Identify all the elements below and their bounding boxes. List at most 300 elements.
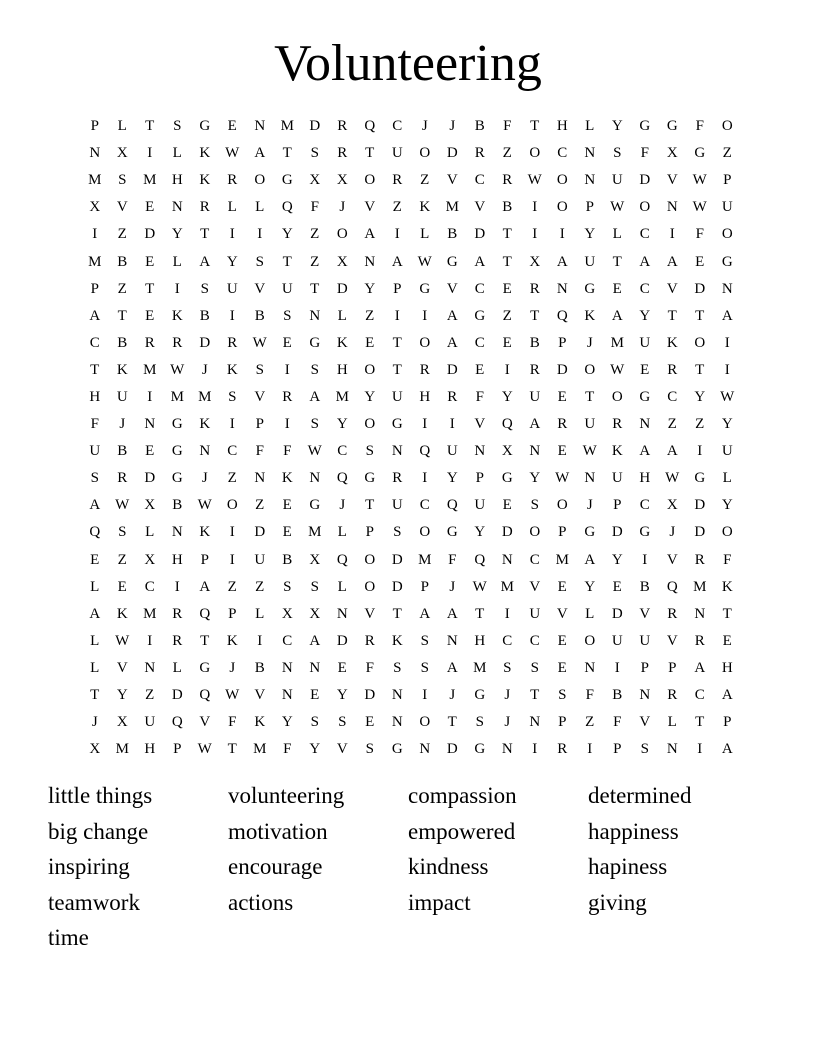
grid-letter[interactable]: M xyxy=(693,578,707,595)
grid-letter[interactable]: R xyxy=(227,334,238,351)
grid-letter[interactable]: Z xyxy=(392,199,402,216)
grid-letter[interactable]: K xyxy=(199,145,211,162)
grid-letter[interactable]: U xyxy=(446,443,458,460)
grid-letter[interactable]: O xyxy=(639,199,651,216)
grid-letter[interactable]: O xyxy=(419,334,431,351)
grid-letter[interactable]: I xyxy=(724,334,730,351)
grid-letter[interactable]: T xyxy=(365,497,375,514)
grid-letter[interactable]: I xyxy=(669,226,675,243)
grid-letter[interactable]: C xyxy=(474,334,485,351)
grid-letter[interactable]: F xyxy=(723,551,732,568)
grid-letter[interactable]: I xyxy=(284,361,290,378)
grid-letter[interactable]: W xyxy=(225,687,240,704)
grid-letter[interactable]: T xyxy=(310,280,320,297)
grid-letter[interactable]: Q xyxy=(419,443,431,460)
grid-letter[interactable]: U xyxy=(254,551,266,568)
grid-letter[interactable]: L xyxy=(612,226,622,243)
grid-letter[interactable]: N xyxy=(281,687,293,704)
grid-letter[interactable]: E xyxy=(145,443,155,460)
grid-letter[interactable]: O xyxy=(556,172,568,189)
grid-letter[interactable]: C xyxy=(557,145,568,162)
grid-letter[interactable]: M xyxy=(473,659,487,676)
grid-letter[interactable]: A xyxy=(446,659,458,676)
grid-letter[interactable]: C xyxy=(529,551,540,568)
grid-letter[interactable]: E xyxy=(557,659,567,676)
grid-letter[interactable]: I xyxy=(449,416,455,433)
grid-letter[interactable]: A xyxy=(666,253,678,270)
grid-letter[interactable]: M xyxy=(198,388,212,405)
grid-letter[interactable]: P xyxy=(475,470,484,487)
grid-letter[interactable]: F xyxy=(695,226,704,243)
grid-letter[interactable]: P xyxy=(640,659,649,676)
grid-letter[interactable]: F xyxy=(640,145,649,162)
grid-letter[interactable]: I xyxy=(422,470,428,487)
grid-letter[interactable]: Y xyxy=(364,388,376,405)
grid-letter[interactable]: U xyxy=(529,388,541,405)
grid-letter[interactable]: A xyxy=(446,307,458,324)
grid-letter[interactable]: W xyxy=(307,443,322,460)
grid-letter[interactable]: U xyxy=(584,416,596,433)
grid-letter[interactable]: Y xyxy=(336,416,348,433)
grid-letter[interactable]: V xyxy=(446,172,458,189)
grid-letter[interactable]: E xyxy=(695,253,705,270)
grid-letter[interactable]: B xyxy=(254,659,265,676)
grid-letter[interactable]: K xyxy=(171,307,183,324)
grid-letter[interactable]: P xyxy=(558,524,567,541)
grid-letter[interactable]: M xyxy=(445,199,459,216)
grid-letter[interactable]: O xyxy=(254,172,266,189)
grid-letter[interactable]: T xyxy=(530,307,540,324)
grid-letter[interactable]: S xyxy=(200,280,209,297)
grid-letter[interactable]: O xyxy=(721,524,733,541)
grid-letter[interactable]: R xyxy=(694,632,705,649)
grid-letter[interactable]: L xyxy=(585,118,595,135)
grid-letter[interactable]: V xyxy=(254,388,266,405)
grid-letter[interactable]: S xyxy=(420,659,429,676)
grid-letter[interactable]: M xyxy=(555,551,569,568)
grid-letter[interactable]: P xyxy=(723,714,732,731)
grid-letter[interactable]: N xyxy=(419,741,431,758)
grid-letter[interactable]: M xyxy=(308,524,322,541)
grid-letter[interactable]: T xyxy=(530,118,540,135)
grid-letter[interactable]: Q xyxy=(336,470,348,487)
grid-letter[interactable]: N xyxy=(639,687,651,704)
grid-letter[interactable]: D xyxy=(391,551,403,568)
grid-letter[interactable]: X xyxy=(116,714,128,731)
grid-letter[interactable]: K xyxy=(116,605,128,622)
grid-letter[interactable]: S xyxy=(475,714,484,731)
grid-letter[interactable]: N xyxy=(309,659,321,676)
grid-letter[interactable]: N xyxy=(666,199,678,216)
grid-letter[interactable]: T xyxy=(502,253,512,270)
grid-letter[interactable]: I xyxy=(92,226,98,243)
grid-letter[interactable]: Y xyxy=(171,226,183,243)
grid-letter[interactable]: V xyxy=(364,199,376,216)
grid-letter[interactable]: N xyxy=(584,470,596,487)
grid-letter[interactable]: R xyxy=(667,687,678,704)
grid-letter[interactable]: B xyxy=(447,226,458,243)
grid-letter[interactable]: K xyxy=(254,714,266,731)
grid-letter[interactable]: N xyxy=(144,416,156,433)
grid-letter[interactable]: W xyxy=(720,388,735,405)
grid-letter[interactable]: I xyxy=(422,307,428,324)
grid-letter[interactable]: P xyxy=(558,714,567,731)
grid-letter[interactable]: Z xyxy=(310,253,320,270)
grid-letter[interactable]: G xyxy=(309,334,321,351)
grid-letter[interactable]: W xyxy=(225,145,240,162)
grid-letter[interactable]: L xyxy=(172,145,182,162)
grid-letter[interactable]: P xyxy=(90,118,99,135)
grid-letter[interactable]: I xyxy=(559,226,565,243)
grid-letter[interactable]: E xyxy=(557,578,567,595)
grid-letter[interactable]: H xyxy=(171,551,183,568)
grid-letter[interactable]: Y xyxy=(336,687,348,704)
grid-letter[interactable]: Y xyxy=(446,470,458,487)
grid-letter[interactable]: G xyxy=(446,524,458,541)
grid-letter[interactable]: O xyxy=(529,145,541,162)
grid-letter[interactable]: I xyxy=(284,416,290,433)
grid-letter[interactable]: E xyxy=(612,280,622,297)
grid-letter[interactable]: P xyxy=(365,524,374,541)
grid-letter[interactable]: O xyxy=(419,714,431,731)
grid-letter[interactable]: Q xyxy=(474,551,486,568)
grid-letter[interactable]: E xyxy=(722,632,732,649)
grid-letter[interactable]: T xyxy=(530,687,540,704)
grid-letter[interactable]: X xyxy=(666,145,678,162)
grid-letter[interactable]: B xyxy=(117,334,128,351)
grid-letter[interactable]: S xyxy=(613,145,622,162)
grid-letter[interactable]: J xyxy=(449,578,456,595)
grid-letter[interactable]: L xyxy=(722,470,732,487)
grid-letter[interactable]: E xyxy=(640,361,650,378)
grid-letter[interactable]: C xyxy=(419,497,430,514)
grid-letter[interactable]: J xyxy=(339,497,346,514)
grid-letter[interactable]: P xyxy=(558,334,567,351)
grid-letter[interactable]: B xyxy=(612,687,623,704)
grid-letter[interactable]: Z xyxy=(255,497,265,514)
grid-letter[interactable]: O xyxy=(611,388,623,405)
grid-letter[interactable]: B xyxy=(502,199,513,216)
grid-letter[interactable]: T xyxy=(117,307,127,324)
grid-letter[interactable]: A xyxy=(666,443,678,460)
grid-letter[interactable]: T xyxy=(392,334,402,351)
grid-letter[interactable]: X xyxy=(309,551,321,568)
grid-letter[interactable]: Q xyxy=(364,118,376,135)
grid-letter[interactable]: T xyxy=(447,714,457,731)
grid-letter[interactable]: V xyxy=(116,659,128,676)
grid-letter[interactable]: N xyxy=(391,443,403,460)
grid-letter[interactable]: M xyxy=(143,361,157,378)
grid-letter[interactable]: X xyxy=(336,253,348,270)
grid-letter[interactable]: G xyxy=(391,741,403,758)
grid-letter[interactable]: P xyxy=(668,659,677,676)
grid-letter[interactable]: N xyxy=(501,551,513,568)
grid-letter[interactable]: N xyxy=(171,199,183,216)
grid-letter[interactable]: Y xyxy=(721,416,733,433)
grid-letter[interactable]: W xyxy=(555,470,570,487)
grid-letter[interactable]: G xyxy=(501,470,513,487)
grid-letter[interactable]: H xyxy=(639,470,651,487)
grid-letter[interactable]: P xyxy=(228,605,237,622)
grid-letter[interactable]: G xyxy=(171,416,183,433)
grid-letter[interactable]: E xyxy=(557,443,567,460)
grid-letter[interactable]: G xyxy=(721,253,733,270)
grid-letter[interactable]: D xyxy=(556,361,568,378)
grid-letter[interactable]: N xyxy=(281,659,293,676)
grid-letter[interactable]: D xyxy=(501,524,513,541)
grid-letter[interactable]: Y xyxy=(694,388,706,405)
grid-letter[interactable]: U xyxy=(611,470,623,487)
grid-letter[interactable]: A xyxy=(391,253,403,270)
grid-letter[interactable]: E xyxy=(282,524,292,541)
grid-letter[interactable]: J xyxy=(449,687,456,704)
grid-letter[interactable]: U xyxy=(611,632,623,649)
grid-letter[interactable]: D xyxy=(446,145,458,162)
grid-letter[interactable]: E xyxy=(310,687,320,704)
grid-letter[interactable]: T xyxy=(227,741,237,758)
grid-letter[interactable]: S xyxy=(255,361,264,378)
grid-letter[interactable]: W xyxy=(115,632,130,649)
grid-letter[interactable]: K xyxy=(584,307,596,324)
grid-letter[interactable]: G xyxy=(199,118,211,135)
grid-letter[interactable]: W xyxy=(692,199,707,216)
grid-letter[interactable]: E xyxy=(282,334,292,351)
grid-letter[interactable]: X xyxy=(336,172,348,189)
grid-letter[interactable]: Z xyxy=(420,172,430,189)
grid-letter[interactable]: A xyxy=(89,605,101,622)
grid-letter[interactable]: J xyxy=(504,714,511,731)
grid-letter[interactable]: N xyxy=(89,145,101,162)
grid-letter[interactable]: A xyxy=(446,334,458,351)
grid-letter[interactable]: R xyxy=(144,334,155,351)
grid-letter[interactable]: M xyxy=(115,741,129,758)
grid-letter[interactable]: Z xyxy=(585,714,595,731)
grid-letter[interactable]: N xyxy=(309,470,321,487)
grid-letter[interactable]: J xyxy=(201,470,208,487)
grid-letter[interactable]: N xyxy=(446,632,458,649)
grid-letter[interactable]: U xyxy=(116,388,128,405)
grid-letter[interactable]: U xyxy=(639,632,651,649)
grid-letter[interactable]: O xyxy=(364,361,376,378)
grid-letter[interactable]: I xyxy=(394,226,400,243)
grid-letter[interactable]: K xyxy=(199,524,211,541)
grid-letter[interactable]: F xyxy=(283,741,292,758)
grid-letter[interactable]: C xyxy=(694,687,705,704)
grid-letter[interactable]: K xyxy=(391,632,403,649)
grid-letter[interactable]: C xyxy=(282,632,293,649)
grid-letter[interactable]: P xyxy=(200,551,209,568)
grid-letter[interactable]: D xyxy=(336,632,348,649)
grid-letter[interactable]: L xyxy=(667,714,677,731)
grid-letter[interactable]: L xyxy=(90,632,100,649)
grid-letter[interactable]: R xyxy=(667,361,678,378)
grid-letter[interactable]: B xyxy=(117,253,128,270)
grid-letter[interactable]: C xyxy=(392,118,403,135)
grid-letter[interactable]: L xyxy=(255,199,265,216)
grid-letter[interactable]: S xyxy=(393,524,402,541)
grid-letter[interactable]: P xyxy=(613,497,622,514)
grid-letter[interactable]: P xyxy=(420,578,429,595)
grid-letter[interactable]: I xyxy=(614,659,620,676)
grid-letter[interactable]: U xyxy=(281,280,293,297)
grid-letter[interactable]: R xyxy=(419,361,430,378)
grid-letter[interactable]: J xyxy=(586,334,593,351)
grid-letter[interactable]: X xyxy=(309,172,321,189)
grid-letter[interactable]: N xyxy=(584,172,596,189)
grid-letter[interactable]: N xyxy=(309,307,321,324)
grid-letter[interactable]: I xyxy=(147,145,153,162)
grid-letter[interactable]: I xyxy=(532,199,538,216)
grid-letter[interactable]: S xyxy=(283,307,292,324)
grid-letter[interactable]: K xyxy=(199,172,211,189)
grid-letter[interactable]: R xyxy=(282,388,293,405)
grid-letter[interactable]: I xyxy=(229,226,235,243)
grid-letter[interactable]: R xyxy=(502,172,513,189)
grid-letter[interactable]: E xyxy=(557,388,567,405)
grid-letter[interactable]: S xyxy=(90,470,99,487)
grid-letter[interactable]: Q xyxy=(446,497,458,514)
grid-letter[interactable]: G xyxy=(474,307,486,324)
grid-letter[interactable]: T xyxy=(145,280,155,297)
grid-letter[interactable]: T xyxy=(200,632,210,649)
grid-letter[interactable]: W xyxy=(197,497,212,514)
grid-letter[interactable]: W xyxy=(582,443,597,460)
grid-letter[interactable]: A xyxy=(584,551,596,568)
grid-letter[interactable]: A xyxy=(309,632,321,649)
grid-letter[interactable]: T xyxy=(392,605,402,622)
grid-letter[interactable]: L xyxy=(90,578,100,595)
grid-letter[interactable]: W xyxy=(692,172,707,189)
grid-letter[interactable]: D xyxy=(446,741,458,758)
grid-letter[interactable]: E xyxy=(612,578,622,595)
grid-letter[interactable]: A xyxy=(89,497,101,514)
grid-letter[interactable]: Z xyxy=(722,145,732,162)
grid-letter[interactable]: Z xyxy=(502,307,512,324)
grid-letter[interactable]: V xyxy=(529,578,541,595)
grid-letter[interactable]: S xyxy=(255,253,264,270)
grid-letter[interactable]: X xyxy=(309,605,321,622)
grid-letter[interactable]: J xyxy=(201,361,208,378)
grid-letter[interactable]: T xyxy=(695,361,705,378)
grid-letter[interactable]: M xyxy=(500,578,514,595)
grid-letter[interactable]: X xyxy=(89,741,101,758)
grid-letter[interactable]: N xyxy=(336,605,348,622)
grid-letter[interactable]: J xyxy=(449,118,456,135)
grid-letter[interactable]: S xyxy=(118,524,127,541)
grid-letter[interactable]: D xyxy=(611,605,623,622)
grid-letter[interactable]: Y xyxy=(584,226,596,243)
grid-letter[interactable]: O xyxy=(584,632,596,649)
grid-letter[interactable]: D xyxy=(694,497,706,514)
grid-letter[interactable]: N xyxy=(474,443,486,460)
grid-letter[interactable]: T xyxy=(90,687,100,704)
grid-letter[interactable]: P xyxy=(90,280,99,297)
grid-letter[interactable]: G xyxy=(446,253,458,270)
grid-letter[interactable]: V xyxy=(199,714,211,731)
grid-letter[interactable]: O xyxy=(556,497,568,514)
grid-letter[interactable]: Z xyxy=(502,145,512,162)
grid-letter[interactable]: D xyxy=(446,361,458,378)
grid-letter[interactable]: S xyxy=(393,659,402,676)
grid-letter[interactable]: S xyxy=(365,443,374,460)
grid-letter[interactable]: X xyxy=(501,443,513,460)
grid-letter[interactable]: Q xyxy=(199,687,211,704)
grid-letter[interactable]: A xyxy=(446,605,458,622)
grid-letter[interactable]: K xyxy=(116,361,128,378)
grid-letter[interactable]: C xyxy=(639,280,650,297)
grid-letter[interactable]: R xyxy=(694,551,705,568)
grid-letter[interactable]: R xyxy=(667,605,678,622)
grid-letter[interactable]: Z xyxy=(117,551,127,568)
grid-letter[interactable]: O xyxy=(556,199,568,216)
grid-letter[interactable]: D xyxy=(364,687,376,704)
grid-letter[interactable]: J xyxy=(119,416,126,433)
grid-letter[interactable]: T xyxy=(282,253,292,270)
grid-letter[interactable]: Z xyxy=(667,416,677,433)
grid-letter[interactable]: Y xyxy=(611,551,623,568)
grid-letter[interactable]: I xyxy=(532,741,538,758)
grid-letter[interactable]: U xyxy=(639,334,651,351)
grid-letter[interactable]: S xyxy=(530,497,539,514)
grid-letter[interactable]: S xyxy=(338,714,347,731)
grid-letter[interactable]: F xyxy=(255,443,264,460)
grid-letter[interactable]: T xyxy=(282,145,292,162)
grid-letter[interactable]: K xyxy=(226,632,238,649)
grid-letter[interactable]: V xyxy=(666,551,678,568)
grid-letter[interactable]: D xyxy=(639,172,651,189)
grid-letter[interactable]: A xyxy=(199,253,211,270)
grid-letter[interactable]: G xyxy=(171,470,183,487)
grid-letter[interactable]: N xyxy=(584,659,596,676)
grid-letter[interactable]: I xyxy=(147,632,153,649)
grid-letter[interactable]: D xyxy=(611,524,623,541)
grid-letter[interactable]: H xyxy=(89,388,101,405)
grid-letter[interactable]: A xyxy=(89,307,101,324)
grid-letter[interactable]: T xyxy=(695,714,705,731)
grid-letter[interactable]: E xyxy=(502,497,512,514)
grid-letter[interactable]: J xyxy=(586,497,593,514)
grid-letter[interactable]: Z xyxy=(365,307,375,324)
grid-letter[interactable]: N xyxy=(254,470,266,487)
grid-letter[interactable]: G xyxy=(639,118,651,135)
grid-letter[interactable]: K xyxy=(419,199,431,216)
grid-letter[interactable]: U xyxy=(391,145,403,162)
grid-letter[interactable]: K xyxy=(281,470,293,487)
grid-letter[interactable]: S xyxy=(530,659,539,676)
grid-letter[interactable]: D xyxy=(144,470,156,487)
grid-letter[interactable]: T xyxy=(392,361,402,378)
grid-letter[interactable]: G xyxy=(309,497,321,514)
grid-letter[interactable]: Z xyxy=(145,687,155,704)
grid-letter[interactable]: B xyxy=(199,307,210,324)
grid-letter[interactable]: V xyxy=(116,199,128,216)
grid-letter[interactable]: A xyxy=(556,253,568,270)
grid-letter[interactable]: K xyxy=(199,416,211,433)
grid-letter[interactable]: N xyxy=(254,118,266,135)
grid-letter[interactable]: L xyxy=(420,226,430,243)
grid-letter[interactable]: I xyxy=(642,551,648,568)
grid-letter[interactable]: N xyxy=(391,714,403,731)
grid-letter[interactable]: G xyxy=(199,659,211,676)
grid-letter[interactable]: I xyxy=(422,416,428,433)
grid-letter[interactable]: F xyxy=(613,714,622,731)
grid-letter[interactable]: N xyxy=(171,524,183,541)
grid-letter[interactable]: X xyxy=(529,253,541,270)
grid-letter[interactable]: T xyxy=(585,388,595,405)
grid-letter[interactable]: C xyxy=(144,578,155,595)
grid-letter[interactable]: I xyxy=(724,361,730,378)
grid-letter[interactable]: A xyxy=(721,307,733,324)
